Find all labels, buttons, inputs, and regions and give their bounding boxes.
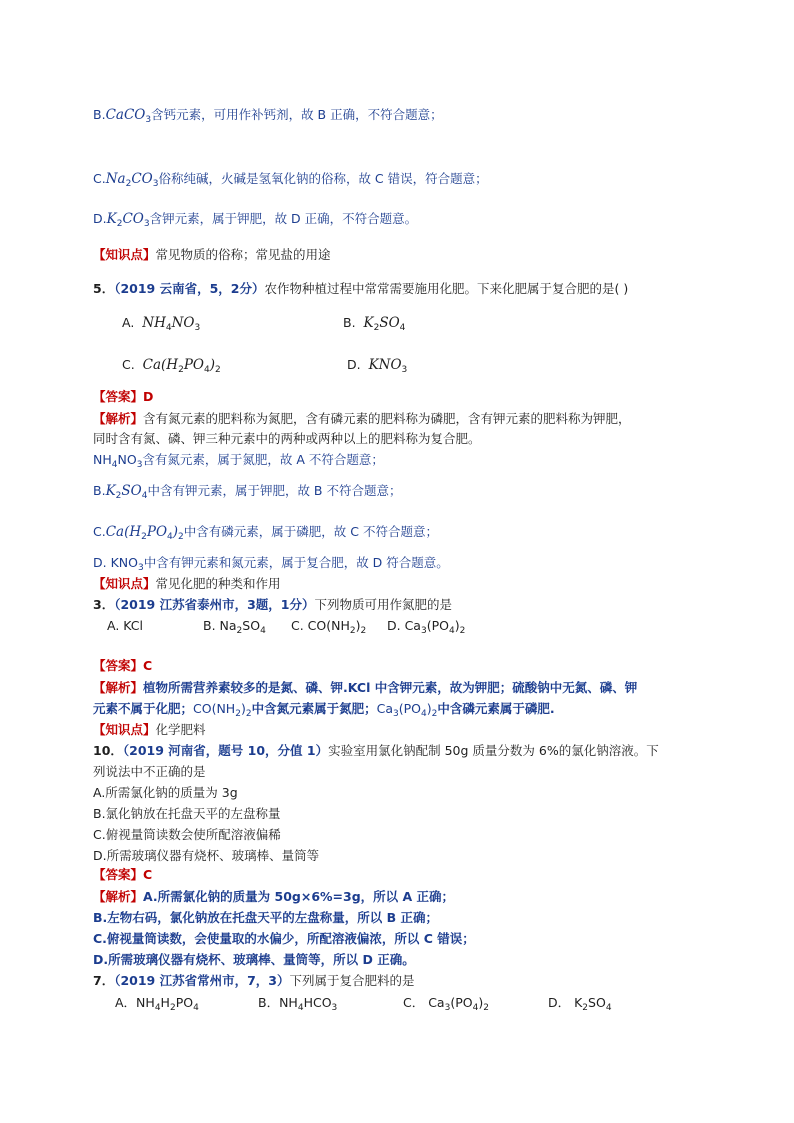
- line-b-caco3: B.CaCO$_3$含钙元素，可用作补钙剂，故 B 正确，不符合题意；: [93, 107, 443, 125]
- q5-explanation-a: $NH_4NO_3$含有氮元素，属于氮肥，故 A 不符合题意；: [93, 452, 384, 470]
- q3-explanation-1: 【解析】植物所需营养素较多的是氮、磷、钾.KCl 中含钾元素，故为钾肥；硫酸钠中无氮、磷、钾: [93, 680, 638, 695]
- q5-option-d: D. $KNO_3$: [347, 357, 408, 375]
- q5-option-b: B. $K_2SO_4$: [343, 315, 406, 333]
- q10-explanation-3: C.俯视量筒读数，会使量取的水偏少，所配溶液偏浓，所以 C 错误；: [93, 931, 475, 946]
- q5-stem: 5．（2019 云南省，5，2分）农作物种植过程中常常需要施用化肥。下来化肥属于复合肥的是( ): [93, 281, 629, 296]
- q7-option-d: D． $K_2SO_4$: [548, 995, 612, 1013]
- q3-option-a: A. KCl: [107, 618, 143, 633]
- q3-explanation-2: 元素不属于化肥；$CO(NH_2)_2$中含氮元素属于氮肥；$Ca_3(PO_4)_2$中含磷元素属于磷肥.: [93, 701, 555, 719]
- q5-explanation-1: 【解析】含有氮元素的肥料称为氮肥，含有磷元素的肥料称为磷肥，含有钾元素的肥料称为钾肥，: [93, 411, 631, 426]
- q7-option-b: B．$NH_4HCO_3$: [258, 995, 338, 1013]
- q3-answer: 【答案】C: [93, 658, 153, 673]
- q5-explanation-2: 同时含有氮、磷、钾三种元素中的两种或两种以上的肥料称为复合肥。: [93, 431, 481, 446]
- q7-option-a: A．$NH_4H_2PO_4$: [115, 995, 199, 1013]
- q10-explanation-2: B.左物右码，氯化钠放在托盘天平的左盘称量，所以 B 正确；: [93, 910, 439, 925]
- q5-knowledge-point: 【知识点】常见化肥的种类和作用: [93, 576, 281, 591]
- q5-explanation-d: D. $KNO_3$中含有钾元素和氮元素，属于复合肥，故 D 符合题意。: [93, 555, 449, 573]
- q5-explanation-b: $B.K_2SO_4$中含有钾元素，属于钾肥，故 B 不符合题意；: [93, 483, 402, 501]
- q10-explanation-4: D.所需玻璃仪器有烧杯、玻璃棒、量筒等，所以 D 正确。: [93, 952, 415, 967]
- q10-stem-1: 10．（2019 河南省，题号 10，分值 1）实验室用氯化钠配制 50g 质量分数为 6%的氯化钠溶液。下: [93, 743, 659, 758]
- q10-explanation-1: 【解析】A.所需氯化钠的质量为 50g×6%=3g，所以 A 正确；: [93, 889, 455, 904]
- q7-option-c: C． $Ca_3(PO_4)_2$: [403, 995, 489, 1013]
- q5-option-a: A. $NH_4NO_3$: [122, 315, 201, 333]
- q10-answer: 【答案】C: [93, 867, 153, 882]
- line-d-k2co3: $D.K_2CO_3$含钾元素，属于钾肥，故 D 正确，不符合题意。: [93, 211, 418, 229]
- q7-stem: 7．（2019 江苏省常州市，7，3）下列属于复合肥料的是: [93, 973, 415, 988]
- q3-option-c: C. $CO(NH_2)_2$: [291, 618, 367, 636]
- q5-explanation-c: $C.Ca(H_2PO_4)_2$中含有磷元素，属于磷肥，故 C 不符合题意；: [93, 524, 438, 542]
- q5-answer: 【答案】D: [93, 389, 154, 404]
- q5-option-c: C. $Ca(H_2PO_4)_2$: [122, 357, 221, 375]
- line-c-na2co3: $C.Na_2CO_3$俗称纯碱，火碱是氢氧化钠的俗称，故 C 错误，符合题意；: [93, 171, 488, 189]
- q10-option-b: B.氯化钠放在托盘天平的左盘称量: [93, 806, 281, 821]
- q3-stem: 3．（2019 江苏省泰州市，3题，1分）下列物质可用作氮肥的是: [93, 597, 453, 612]
- q3-option-b: B. $Na_2SO_4$: [203, 618, 266, 636]
- q10-option-a: A.所需氯化钠的质量为 3g: [93, 785, 238, 800]
- q3-knowledge-point: 【知识点】化学肥料: [93, 722, 206, 737]
- q10-option-d: D.所需玻璃仪器有烧杯、玻璃棒、量筒等: [93, 848, 320, 863]
- knowledge-point-1: 【知识点】常见物质的俗称；常见盐的用途: [93, 247, 331, 262]
- q10-option-c: C.俯视量筒读数会使所配溶液偏稀: [93, 827, 281, 842]
- q10-stem-2: 列说法中不正确的是: [93, 764, 206, 779]
- q3-option-d: D. $Ca_3(PO_4)_2$: [387, 618, 466, 636]
